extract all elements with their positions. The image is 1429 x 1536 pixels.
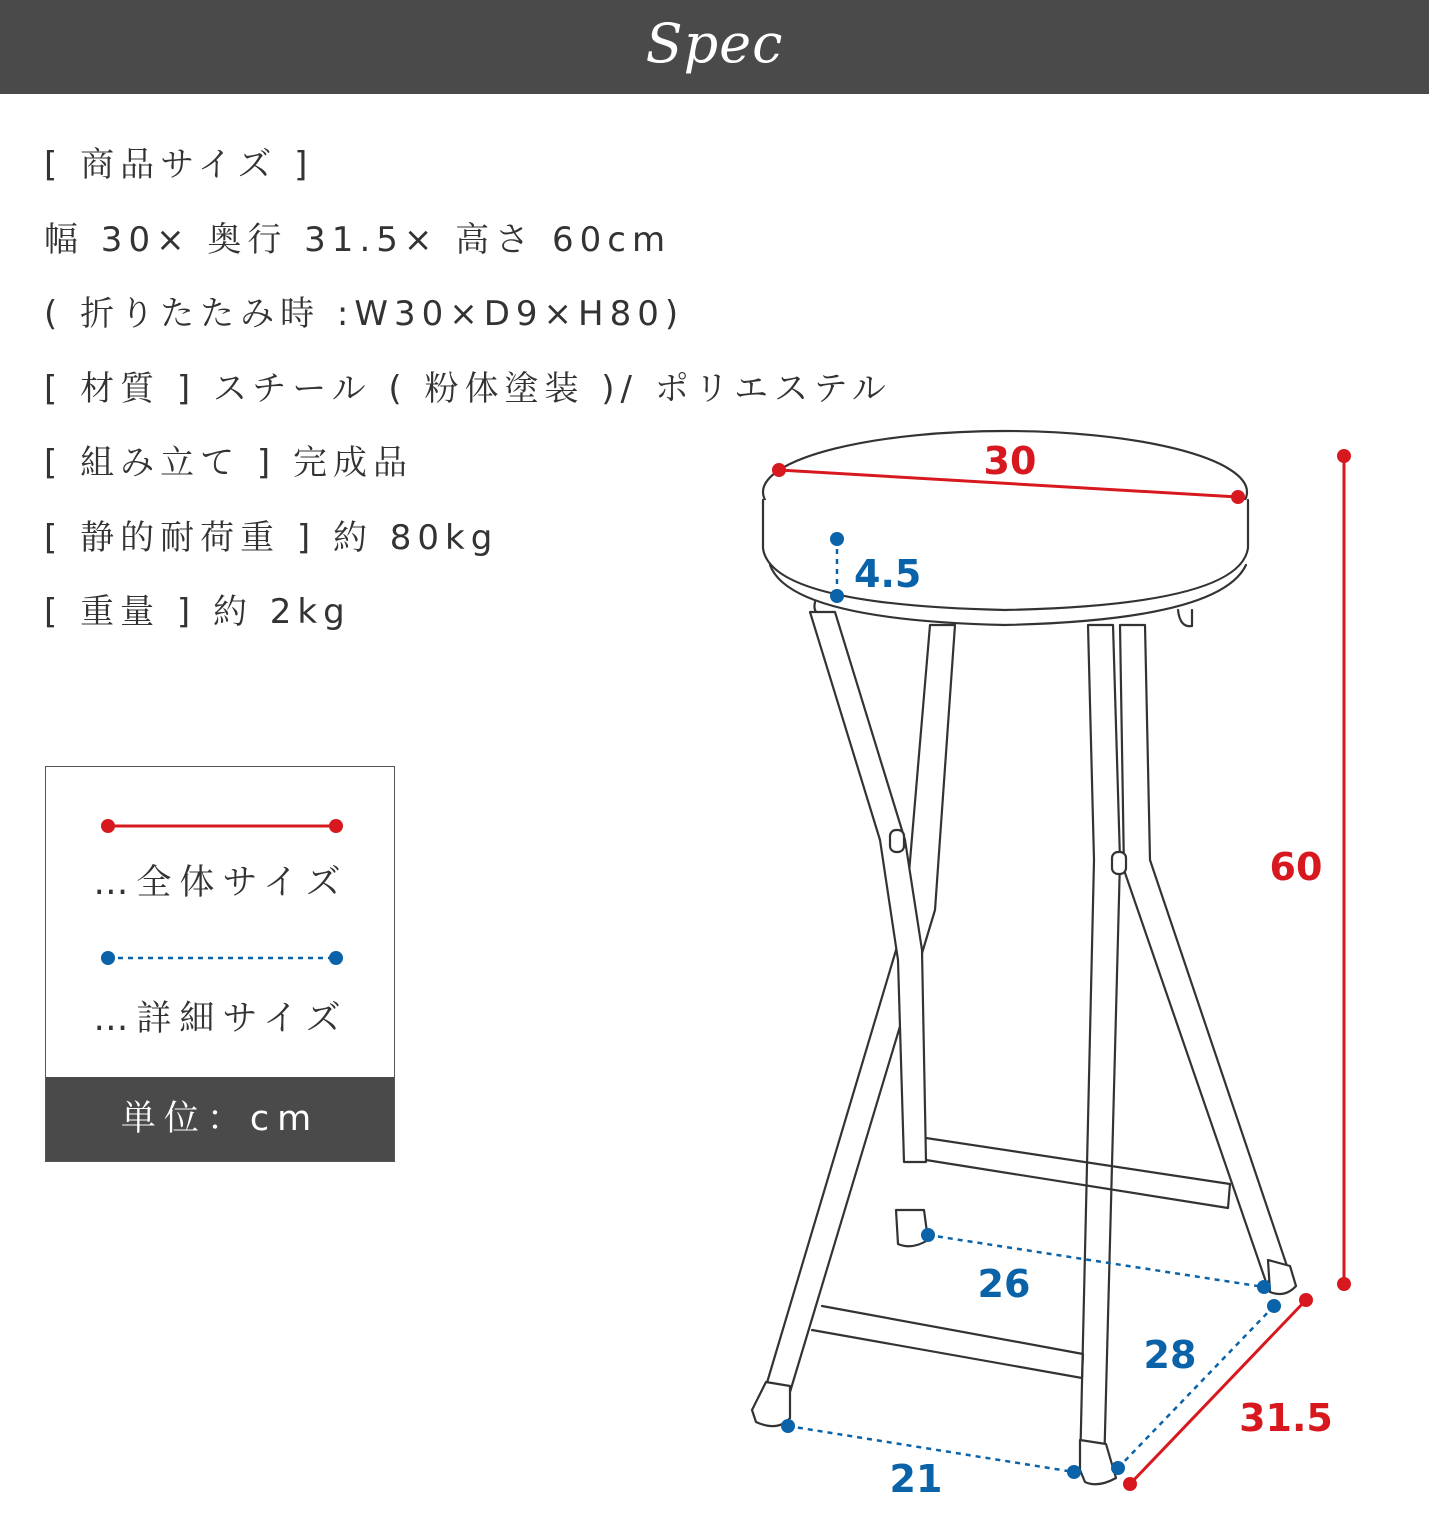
dim-dot	[1337, 449, 1351, 463]
dim-dot	[1231, 490, 1245, 504]
seat-hook-right	[1178, 610, 1192, 626]
dim-dot	[772, 463, 786, 477]
dim-dot	[1123, 1477, 1137, 1491]
label-seat-width: 30	[983, 439, 1037, 483]
detail-dimensions	[788, 539, 1274, 1472]
stool-drawing	[752, 431, 1296, 1484]
dim-dot	[1337, 1277, 1351, 1291]
dim-dot	[921, 1228, 935, 1242]
leg-front-right	[1080, 625, 1120, 1470]
dim-dot	[830, 532, 844, 546]
dim-dot	[1111, 1461, 1125, 1475]
foot-front-right	[1080, 1440, 1116, 1484]
foot-front-left	[752, 1382, 790, 1426]
front-crossbar	[812, 1306, 1083, 1378]
dim-dot	[1267, 1299, 1281, 1313]
dim-dot	[1257, 1280, 1271, 1294]
legend-overall-label: …全体サイズ	[93, 863, 349, 903]
page-title: Spec	[645, 12, 784, 75]
dim-line-side-inner	[1118, 1306, 1274, 1468]
foot-back-right	[1268, 1260, 1296, 1294]
legend-unit-label: 単位：cm	[46, 1077, 394, 1161]
foot-back-left	[896, 1210, 928, 1246]
legend-detail-label: …詳細サイズ	[93, 999, 349, 1039]
label-back-span: 26	[977, 1262, 1031, 1306]
hinge-right	[1112, 852, 1126, 874]
spec-line-folded-size: ( 折りたたみ時 :W30×D9×H80)	[44, 294, 685, 334]
hinge-left	[890, 830, 904, 852]
label-seat-thickness: 4.5	[854, 552, 922, 596]
leg-back-right	[1120, 625, 1290, 1282]
dim-dot	[1067, 1465, 1081, 1479]
label-front-span: 21	[889, 1457, 943, 1501]
spec-line-dimensions: 幅 30× 奥行 31.5× 高さ 60cm	[44, 219, 672, 260]
spec-line-assembly: [ 組み立て ] 完成品	[44, 443, 413, 483]
dim-dot	[830, 589, 844, 603]
spec-line-material: [ 材質 ] スチール ( 粉体塗装 )/ ポリエステル	[44, 368, 892, 409]
rear-crossbar	[926, 1138, 1230, 1208]
label-height: 60	[1269, 845, 1323, 889]
dim-dot	[1299, 1293, 1313, 1307]
label-side-inner: 28	[1143, 1333, 1197, 1377]
spec-line-weight: [ 重量 ] 約 2kg	[44, 592, 351, 632]
dim-line-depth	[1130, 1300, 1306, 1484]
spec-line-load-capacity: [ 静的耐荷重 ] 約 80kg	[44, 517, 499, 558]
dim-dot	[781, 1419, 795, 1433]
spec-line-product-size-heading: [ 商品サイズ ]	[44, 145, 314, 185]
label-depth: 31.5	[1239, 1396, 1333, 1440]
